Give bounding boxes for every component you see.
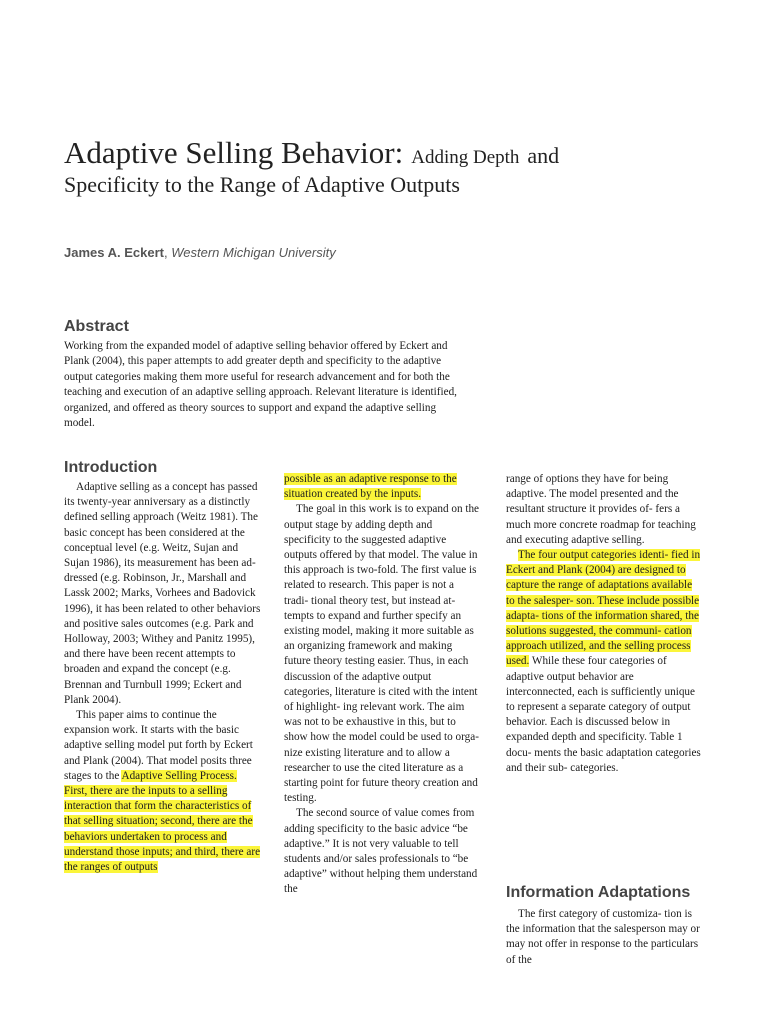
intro-paragraph-3: The goal in this work is to expand on the output stage by adding depth and specificity to the suggested adaptive outputs offered by that model. The value in this approach is two-fold. The first value is related to research. This paper is not a tradi- tional theory test, but instead at- tempts to expand and further specify an existing model, making it more suitable as an organizing framework and making future theory testing easier. Thus, in each discussion of the adaptive output categories, literature is cited with the intent of highlight- ing relevant work. The aim was not to be exhaustive in this, but to show how the model could be used to orga- nize existing literature and to allow a researcher to use the cited literature as a starting point for future theory creation and testing.	[284, 503, 480, 805]
intro-paragraph-1: Adaptive selling as a concept has passed its twenty-year anniversary as a distinctly defined selling approach (Weitz 1981). The basic concept has been considered at the conceptual level (e.g. Weitz, Sujan and Sujan 1986), its measurement has been ad- dressed (e.g. Robinson, Jr., Marshall and Lassk 2002; Marks, Vorhees and Badovick 1996), it has been related to other behaviors and positive sales outcomes (e.g. Park and Holloway, 2003; Withey and Panitz 1995), and there have been recent attempts to broaden and expand the concept (e.g. Brennan and Turnbull 1999; Eckert and Plank 2004).	[64, 481, 261, 706]
column-3-lower	[506, 907, 703, 968]
author-affiliation: Western Michigan University	[171, 245, 336, 260]
author-name: James A. Eckert	[64, 245, 164, 260]
information-adaptations-heading: Information Adaptations	[506, 884, 691, 901]
intro-paragraph-4: The second source of value comes from adding specificity to the basic advice “be adaptive.” It is not very valuable to tell students and/or sales professionals to “be adaptive” without helping them understand the	[284, 807, 478, 896]
author-line: James A. Eckert, Western Michigan University	[64, 245, 336, 260]
column-1	[64, 480, 262, 875]
title-line-2: Specificity to the Range of Adaptive Outputs	[64, 172, 460, 197]
paper-title	[64, 134, 724, 198]
column-3	[506, 472, 703, 776]
title-line-1: Adaptive Selling Behavior: Adding Depth and	[64, 135, 560, 170]
abstract-heading: Abstract	[64, 318, 129, 335]
highlighted-text: Adaptive Selling Process. First, there are the inputs to a selling interaction that form the characteristics of that selling situation; second, there are the behaviors undertaken to process and understand those inputs; and third, there are the ranges of outputs	[64, 769, 261, 874]
introduction-heading: Introduction	[64, 459, 158, 476]
highlighted-text: possible as an adaptive response to the situation created by the inputs.	[284, 473, 457, 501]
information-adaptations-paragraph-1: The first category of customiza- tion is the information that the salesperson may or may not offer in response to the particulars of the	[506, 908, 700, 966]
intro-paragraph-2: This paper aims to continue the expansion work. It starts with the basic adaptive selling model put forth by Eckert and Plank (2004). That model posits three stages to the Adaptive Selling Process. First, there are the inputs to a selling interaction that form the characteristics of that selling situation; second, there are the behaviors undertaken to process and understand those inputs; and third, there are the ranges of outputs	[64, 709, 261, 874]
intro-paragraph-4-continued: range of options they have for being adaptive. The model presented and the resultant structure it provides of- fers a much more concrete roadmap for teaching and executing adaptive selling.	[506, 473, 696, 546]
column-2	[284, 472, 479, 898]
intro-paragraph-5: The four output categories identi- fied in Eckert and Plank (2004) are designed to capture the range of adaptations available to the salesper- son. These include possible adapta- tions of the information shared, the solutions suggested, the communi- cation approach utilized, and the selling process used. While these four categories of adaptive output behavior are interconnected, each is sufficiently unique to represent a separate category of output behavior. Each is discussed below in expanded depth and specificity. Table 1 docu- ments the basic adaptation categories and their sub- categories.	[506, 549, 701, 774]
highlighted-text: The four output categories identi- fied in Eckert and Plank (2004) are designed to capture the range of adaptations available to the salesper- son. These include possible adapta- tions of the information shared, the solutions suggested, the communi- cation approach utilized, and the selling process used.	[506, 549, 701, 668]
abstract-text: Working from the expanded model of adaptive selling behavior offered by Eckert and Plank (2004), this paper attempts to add greater depth and specificity to the adaptive output categories making them more useful for research advancement and for both the teaching and execution of an adaptive selling approach. Relevant literature is identified, organized, and offered as theory sources to support and expand the adaptive selling model.	[64, 340, 457, 430]
intro-paragraph-2-continued	[284, 472, 479, 502]
